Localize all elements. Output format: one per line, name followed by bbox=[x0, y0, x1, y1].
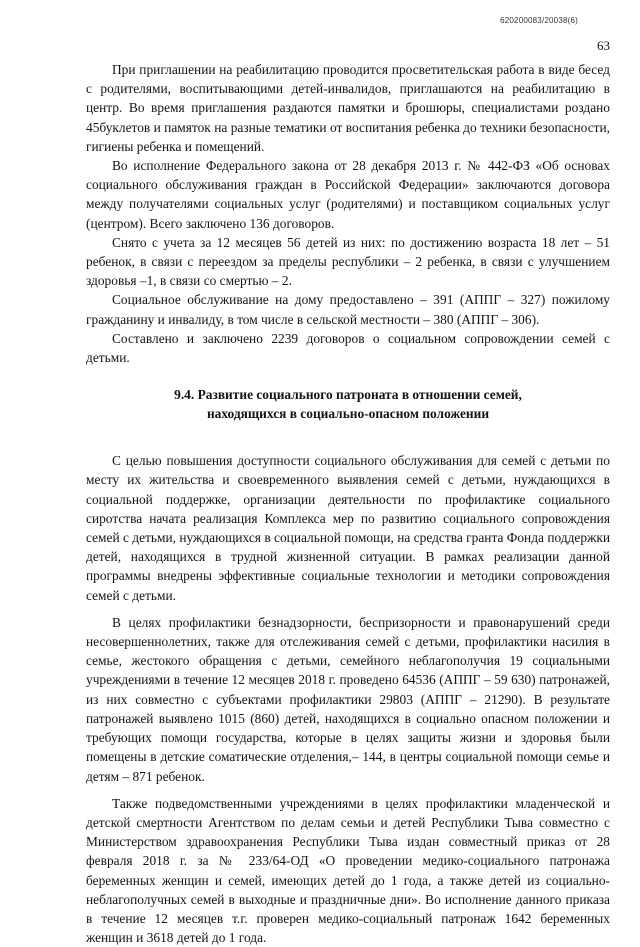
paragraph-contracts: Составлено и заключено 2239 договоров о социальном сопровождении семей с детьми. bbox=[86, 330, 610, 366]
section-heading bbox=[86, 385, 610, 423]
document-code: 620200083/20038(6) bbox=[500, 16, 578, 25]
paragraph-rehabilitation: При приглашении на реабилитацию проводится просветительская работа в виде бесед с родителями, воспитывающими детей-инвалидов, приглашаются на реабилитацию в центр. Во время приглашения раздаются памятки и брошюры, специалистами роздано 45буклетов и памяток на разные тематики от воспитания ребенка до техники безопасности, гигиены ребенка и помещений. bbox=[86, 62, 610, 154]
page-number: 63 bbox=[597, 38, 610, 53]
section-heading-line1: 9.4. Развитие социального патроната в отношении семей, bbox=[174, 387, 522, 403]
paragraph-accessibility: С целью повышения доступности социального обслуживания для семей с детьми по месту их жительства и своевременного выявления семей с детьми, нуждающихся в социальной поддержке, организации деятельности по профилактике социального сиротства начата реализация Комплекса мер по развитию социального сопровождения семей с детьми, нуждающихся в социальной помощи, на средства гранта Фонда поддержки детей, находящихся в трудной жизненной ситуации. В рамках реализации данной программы внедрены эффективные социальные технологии и методики сопровождения семей с детьми. bbox=[86, 453, 610, 603]
paragraph-prevention: В целях профилактики безнадзорности, беспризорности и правонарушений среди несовершеннолетних, также для отслеживания семей с детьми, профилактики насилия в семье, жестокого обращения с детьми, семейного неблагополучия 19 социальными учреждениями в течение 12 месяцев 2018 г. проведено 64536 (АППГ – 59 630) патронажей, из них совместно с субъектами профилактики 29803 (АППГ – 21290). В результате патронажей выявлено 1015 (860) детей, находящихся в социально опасном положении и требующих помощи государства, которые в целях защиты жизни и здоровья были помещены в детские соматические отделения,– 144, в центры социальной помощи семье и детям – 871 ребенок. bbox=[86, 614, 610, 784]
paragraph-home-service: Социальное обслуживание на дому предоставлено – 391 (АППГ – 327) пожилому гражданину и инвалиду, в том числе в сельской местности – 380 (АППГ – 306). bbox=[86, 292, 610, 327]
paragraph-federal-law: Во исполнение Федерального закона от 28 декабря 2013 г. № 442-ФЗ «Об основах социального обслуживания граждан в Российской Федерации» заключаются договора между получателями социальных услуг (родителями) и поставщиком социальных услуг (центром). Всего заключено 136 договоров. bbox=[86, 158, 610, 231]
section-heading-line2: находящихся в социально-опасном положении bbox=[206, 406, 490, 422]
document-body bbox=[86, 60, 610, 947]
paragraph-infant-mortality: Также подведомственными учреждениями в целях профилактики младенческой и детской смертности Агентством по делам семьи и детей Республики Тыва совместно с Министерством здравоохранения Республики Тыва издан совместный приказ от 28 февраля 2018 г. за № 233/64-ОД «О проведении медико-социального патронажа беременных женщин и семей, имеющих детей до 1 года, а также детей из социально-неблагополучных семей в выходные и праздничные дни». Во исполнение данного приказа в течение 12 месяцев т.г. проверен медико-социальный патронаж 1642 беременных женщин и 3618 детей до 1 года. bbox=[86, 795, 610, 946]
paragraph-deregistered: Снято с учета за 12 месяцев 56 детей из них: по достижению возраста 18 лет – 51 ребенок, в связи с переездом за пределы республики – 2 ребенка, в связи с улучшением здоровья –1, в связи со смертью – 2. bbox=[86, 234, 610, 289]
